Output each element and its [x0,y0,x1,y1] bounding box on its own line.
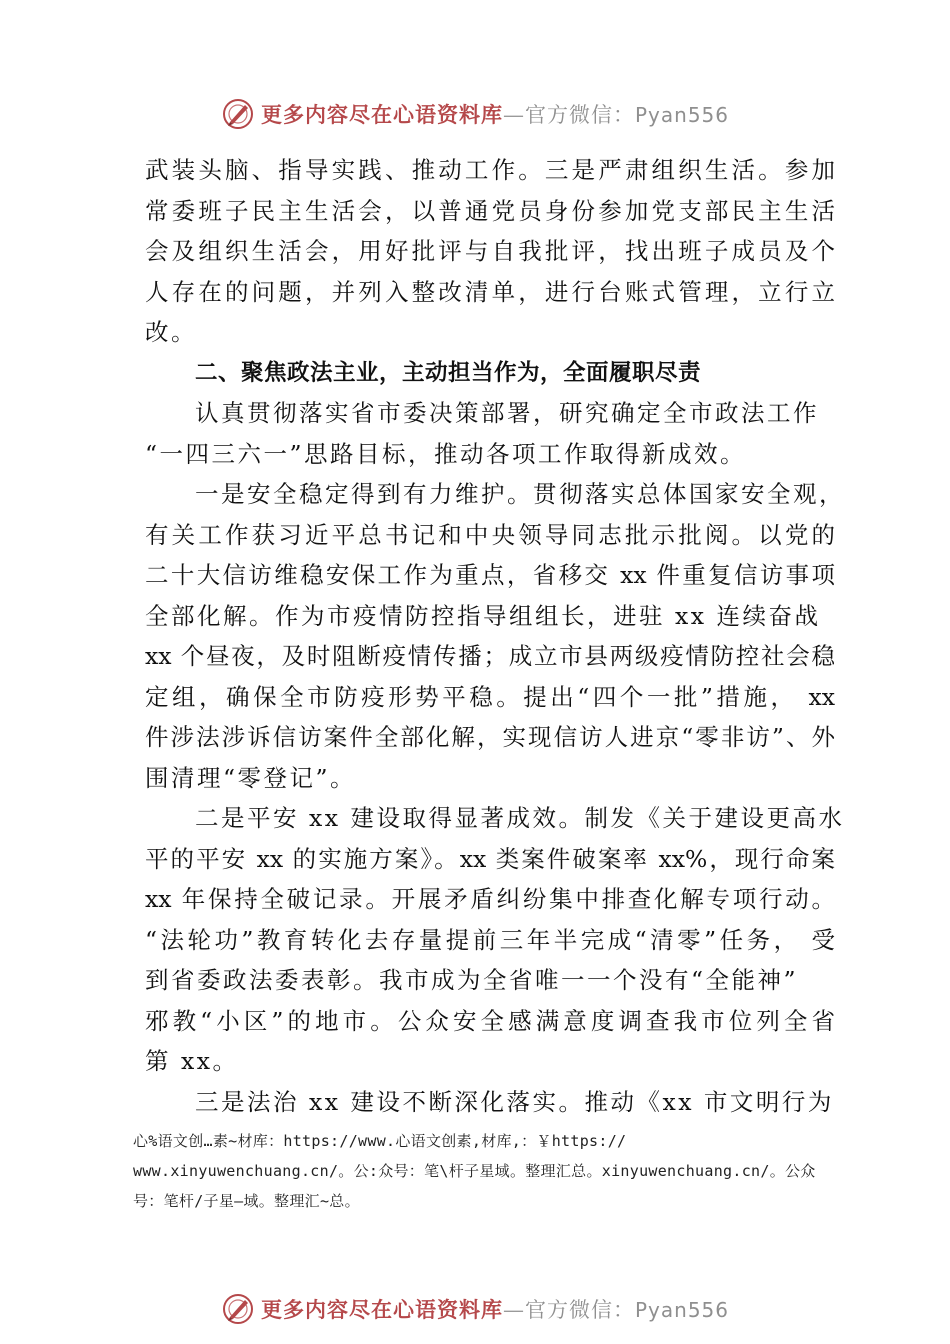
body-line: 到省委政法委表彰。我市成为全省唯一一个没有“全能神” [145,966,799,994]
watermark-text [261,99,729,129]
body-line: 一是安全稳定得到有力维护。贯彻落实总体国家安全观， [195,480,845,508]
section-heading: 二、聚焦政法主业，主动担当作为，全面履职尽责 [195,359,702,386]
body-line: 第 xx。 [145,1047,239,1075]
footnote-line: www.xinyuwenchuang.cn/。公:众号：笔\杆子星域。整理汇总。xinyuwenchuang.cn/。公众 [133,1162,816,1180]
document-body [145,150,845,1122]
watermark-brand: 更多内容尽在心语资料库 [260,102,503,127]
footnote-line: 心%语文创…素~材库：https://www.心语文创素,材库,：￥https:// [133,1132,627,1150]
body-line: “法轮功”教育转化去存量提前三年半完成“清零”任务， 受 [145,925,835,954]
body-line: 有关工作获习近平总书记和中央领导同志批示批阅。以党的 [145,520,835,549]
brush-logo-icon [221,1292,255,1326]
body-line: 武装头脑、指导实践、推动工作。三是严肃组织生活。参加 [145,156,835,184]
body-line: xx 个昼夜，及时阻断疫情传播；成立市县两级疫情防控社会稳 [145,642,835,670]
body-line: 件涉法涉诉信访案件全部化解，实现信访人进京“零非访”、外 [145,723,835,751]
watermark-brand: 更多内容尽在心语资料库 [260,1297,503,1322]
footnote-line: 号：笔杆/子星—域。整理汇~总。 [133,1192,360,1210]
body-line: 平的平安 xx 的实施方案》。xx 类案件破案率 xx%，现行命案 [145,844,835,873]
body-line: 常委班子民主生活会，以普通党员身份参加党支部民主生活 [145,196,835,225]
body-line: 三是法治 xx 建设不断深化落实。推动《xx 市文明行为 [195,1087,834,1116]
body-line: 定组，确保全市防疫形势平稳。提出“四个一批”措施， xx [145,682,835,711]
watermark-dash: — [502,1298,525,1322]
body-line: 会及组织生活会，用好批评与自我批评，找出班子成员及个 [145,237,835,265]
watermark-wechat-id: Pyan556 [634,1298,729,1322]
body-line: 邪教“小区”的地市。公众安全感满意度调查我市位列全省 [145,1006,835,1035]
header-watermark [0,94,950,134]
source-footnote [133,1126,843,1216]
body-line: 二是平安 xx 建设取得显著成效。制发《关于建设更高水 [195,804,845,832]
body-line: xx 年保持全破记录。开展矛盾纠纷集中排查化解专项行动。 [145,885,835,913]
watermark-wechat-id: Pyan556 [634,103,729,127]
body-line: 认真贯彻落实省市委决策部署，研究确定全市政法工作 [195,399,819,427]
watermark-text [261,1294,729,1324]
footer-watermark [0,1289,950,1329]
body-line: 全部化解。作为市疫情防控指导组组长，进驻 xx 连续奋战 [145,601,821,630]
body-line: 改。 [145,318,197,346]
body-line: 围清理“零登记”。 [145,763,357,792]
brush-logo-icon [221,97,255,131]
body-line: “一四三六一”思路目标，推动各项工作取得新成效。 [145,439,747,468]
body-line: 人存在的问题，并列入整改清单，进行台账式管理，立行立 [145,277,835,306]
watermark-dash: — [502,103,525,127]
watermark-label: 官方微信： [524,103,635,127]
body-line: 二十大信访维稳安保工作为重点，省移交 xx 件重复信访事项 [145,561,835,589]
watermark-label: 官方微信： [524,1298,635,1322]
